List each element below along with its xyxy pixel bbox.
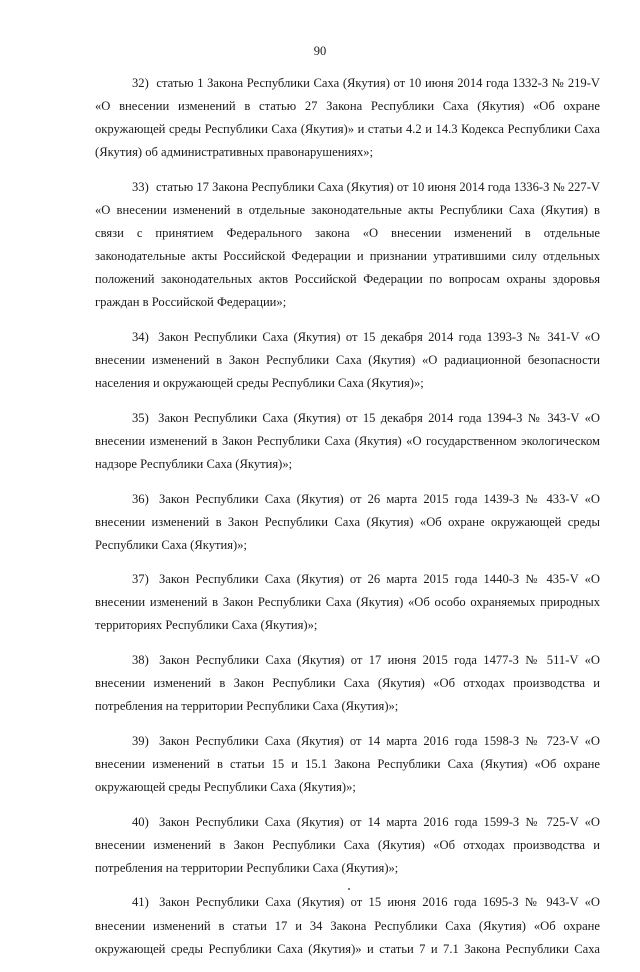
scan-speck bbox=[348, 888, 350, 890]
item-number: 41) bbox=[132, 895, 149, 910]
item-text: Закон Республики Саха (Якутия) от 17 июня 2015 года 1477-З № 511-V «О внесении изменений в Закон Республики Саха (Якутия) «Об отходах производства и потребления на территории Республики Саха (Якутия)»; bbox=[95, 653, 600, 714]
item-number: 36) bbox=[132, 491, 149, 506]
item-number: 37) bbox=[132, 572, 149, 587]
item-text: Закон Республики Саха (Якутия) от 26 марта 2015 года 1439-З № 433-V «О внесении изменений в Закон Республики Саха (Якутия) «Об охране окружающей среды Республики Саха (Якутия)»; bbox=[95, 491, 600, 552]
list-item bbox=[95, 891, 600, 960]
list-item bbox=[95, 72, 600, 164]
item-number: 38) bbox=[132, 653, 149, 668]
item-text: статью 17 Закона Республики Саха (Якутия) от 10 июня 2014 года 1336-З № 227-V «О внесении изменений в отдельные законодательные акты Республики Саха (Якутия) в связи с принятием Федерального закона «О внесении изменений в отдельные законодательные акты Российской Федерации и признании утратившими силу отдельных положений законодательных актов Российской Федерации по вопросам охраны здоровья граждан в Российской Федерации»; bbox=[95, 179, 601, 310]
item-number: 32) bbox=[132, 76, 149, 90]
list-item bbox=[95, 326, 600, 395]
item-number: 33) bbox=[132, 179, 149, 194]
item-text: Закон Республики Саха (Якутия) от 26 марта 2015 года 1440-З № 435-V «О внесении изменений в Закон Республики Саха (Якутия) «Об особо охраняемых природных территориях Республики Саха (Якутия)»; bbox=[95, 572, 600, 633]
item-text: Закон Республики Саха (Якутия) от 14 марта 2016 года 1598-З № 723-V «О внесении изменений в статьи 15 и 15.1 Закона Республики Саха (Якутия) «Об охране окружающей среды Республики Саха (Якутия)»; bbox=[95, 733, 600, 795]
item-number: 39) bbox=[132, 733, 149, 748]
item-text: статью 1 Закона Республики Саха (Якутия) от 10 июня 2014 года 1332-З № 219-V «О внесении изменений в статью 27 Закона Республики Саха (Якутия) «Об охране окружающей среды Республики Саха (Якутия)» и статьи 4.2 и 14.3 Кодекса Республики Саха (Якутия) об административных правонарушениях»; bbox=[95, 76, 601, 160]
list-item bbox=[95, 488, 600, 557]
page-number: 90 bbox=[313, 44, 327, 58]
item-text: Закон Республики Саха (Якутия) от 15 июня 2016 года 1695-З № 943-V «О внесении изменений в статьи 17 и 34 Закона Республики Саха (Якутия) «Об охране окружающей среды Республики Саха (Якутия)» и статьи 7 и 7.1 Закона Республики Саха bbox=[95, 895, 600, 956]
list-item bbox=[95, 568, 600, 637]
item-text: Закон Республики Саха (Якутия) от 15 декабря 2014 года 1394-З № 343-V «О внесении изменений в Закон Республики Саха (Якутия) «О государственном экологическом надзоре Республики Саха (Якутия)»; bbox=[95, 410, 600, 471]
document-body bbox=[95, 72, 600, 972]
list-item bbox=[95, 811, 600, 880]
item-number: 35) bbox=[132, 410, 149, 425]
item-text: Закон Республики Саха (Якутия) от 15 декабря 2014 года 1393-З № 341-V «О внесении изменений в Закон Республики Саха (Якутия) «О радиационной безопасности населения и окружающей среды Республики Саха (Якутия)»; bbox=[95, 329, 600, 391]
list-item bbox=[95, 730, 600, 799]
list-item bbox=[95, 176, 600, 315]
list-item bbox=[95, 649, 600, 718]
item-number: 34) bbox=[132, 329, 149, 344]
item-number: 40) bbox=[132, 814, 149, 829]
list-item bbox=[95, 407, 600, 476]
item-text: Закон Республики Саха (Якутия) от 14 марта 2016 года 1599-З № 725-V «О внесении изменений в Закон Республики Саха (Якутия) «Об отходах производства и потребления на территории Республики Саха (Якутия)»; bbox=[95, 814, 600, 875]
